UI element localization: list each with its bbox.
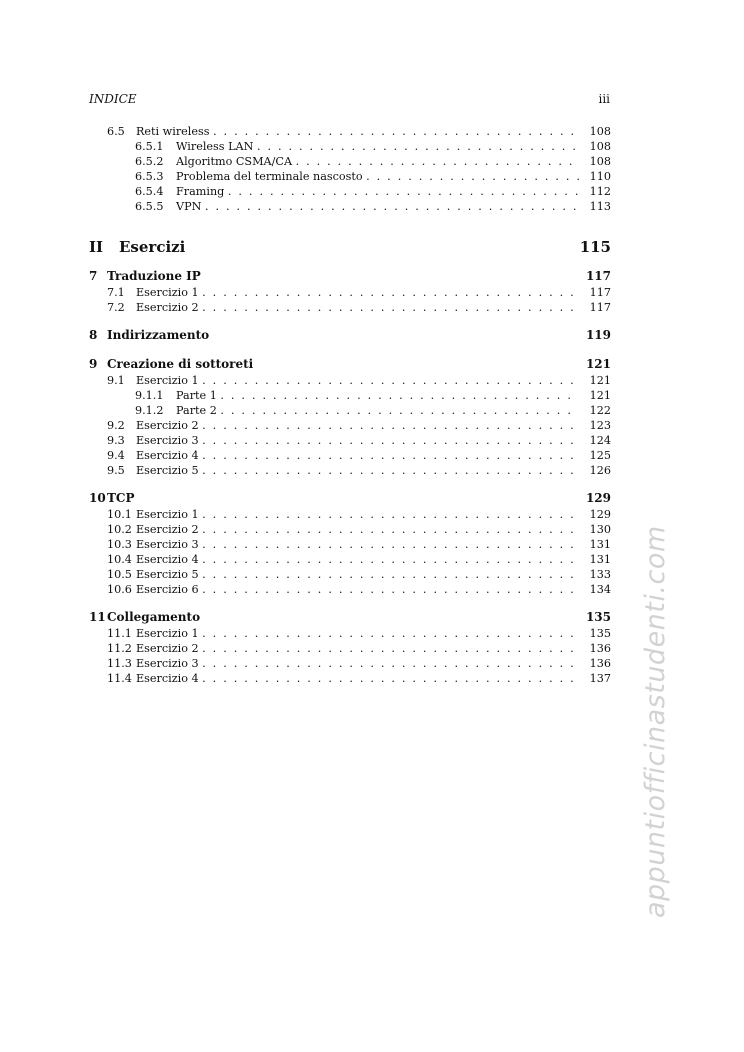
toc-entry-title: Esercizio 4 <box>136 553 199 566</box>
toc-entry-title: Wireless LAN <box>176 140 254 153</box>
toc-entry-number: II <box>89 238 104 256</box>
toc-entry-title: Esercizio 5 <box>136 464 199 477</box>
toc-section-entry <box>89 641 611 656</box>
toc-entry-page: 136 <box>589 657 611 670</box>
toc-section-entry <box>89 300 611 315</box>
toc-section-entry <box>89 285 611 300</box>
toc-entry-page: 115 <box>579 238 611 256</box>
toc-subsection-entry <box>89 403 611 418</box>
toc-entry-number: 9.1.1 <box>135 389 164 402</box>
toc-entry-title: Esercizio 1 <box>136 627 199 640</box>
toc-section-entry <box>89 552 611 567</box>
toc-entry-number: 9.1 <box>107 374 125 387</box>
toc-entry-title: Esercizio 4 <box>136 449 199 462</box>
toc-subsection-entry <box>89 388 611 403</box>
toc-entry-number: 10.2 <box>107 523 132 536</box>
toc-entry-page: 122 <box>589 404 611 417</box>
toc-entry-page: 121 <box>589 389 611 402</box>
toc-chapter-entry <box>89 356 611 373</box>
toc-entry-title: Esercizio 2 <box>136 419 199 432</box>
toc-entry-title: VPN <box>176 200 202 213</box>
toc-entry-page: 129 <box>589 508 611 521</box>
toc-entry-title: Esercizio 1 <box>136 286 199 299</box>
toc-entry-page: 126 <box>589 464 611 477</box>
toc-subsection-entry <box>89 199 611 214</box>
toc-entry-number: 6.5.4 <box>135 185 164 198</box>
toc-entry-page: 123 <box>589 419 611 432</box>
watermark: appuntiofficinastudenti.com <box>640 525 671 918</box>
toc-entry-title: Parte 1 <box>176 389 217 402</box>
toc-entry-page: 108 <box>589 140 611 153</box>
running-header-title: INDICE <box>89 92 137 106</box>
toc-entry-page: 117 <box>589 286 611 299</box>
toc-entry-number: 11.2 <box>107 642 132 655</box>
toc-entry-title: Creazione di sottoreti <box>107 357 254 371</box>
toc-entry-number: 9.1.2 <box>135 404 164 417</box>
running-header-page-number: iii <box>598 92 610 106</box>
toc-entry-number: 11 <box>89 610 106 624</box>
toc-chapter-entry <box>89 268 611 285</box>
toc-entry-page: 117 <box>585 269 611 283</box>
toc-entry-page: 125 <box>589 449 611 462</box>
toc-entry-title: Esercizio 3 <box>136 538 199 551</box>
toc-entry-number: 11.4 <box>107 672 132 685</box>
toc-entry-title: Esercizi <box>119 238 186 256</box>
toc-chapter-entry <box>89 490 611 507</box>
toc-entry-title: Esercizio 2 <box>136 523 199 536</box>
toc-entry-page: 117 <box>589 301 611 314</box>
toc-entry-page: 131 <box>589 553 611 566</box>
toc-entry-page: 130 <box>589 523 611 536</box>
table-of-contents <box>89 124 611 686</box>
toc-entry-page: 129 <box>585 491 611 505</box>
toc-entry-number: 6.5.5 <box>135 200 164 213</box>
toc-chapter-entry <box>89 609 611 626</box>
toc-entry-number: 10.3 <box>107 538 132 551</box>
toc-entry-title: Esercizio 2 <box>136 642 199 655</box>
toc-entry-title: Esercizio 1 <box>136 374 199 387</box>
toc-section-entry <box>89 656 611 671</box>
toc-entry-number: 10.5 <box>107 568 132 581</box>
toc-section-entry <box>89 567 611 582</box>
toc-entry-page: 137 <box>589 672 611 685</box>
toc-entry-number: 8 <box>89 328 98 342</box>
toc-part-heading <box>89 236 611 258</box>
toc-entry-title: Traduzione IP <box>107 269 201 283</box>
toc-entry-title: Esercizio 6 <box>136 583 199 596</box>
toc-entry-number: 6.5 <box>107 125 125 138</box>
toc-section-entry <box>89 522 611 537</box>
toc-entry-number: 9.5 <box>107 464 125 477</box>
toc-entry-page: 108 <box>589 125 611 138</box>
toc-entry-title: Collegamento <box>107 610 201 624</box>
toc-entry-number: 7 <box>89 269 98 283</box>
toc-subsection-entry <box>89 184 611 199</box>
toc-entry-page: 135 <box>589 627 611 640</box>
toc-entry-page: 136 <box>589 642 611 655</box>
toc-entry-page: 131 <box>589 538 611 551</box>
toc-entry-title: Esercizio 1 <box>136 508 199 521</box>
toc-entry-number: 6.5.1 <box>135 140 164 153</box>
toc-entry-title: Reti wireless <box>136 125 210 138</box>
toc-entry-number: 10.6 <box>107 583 132 596</box>
toc-entry-number: 9.4 <box>107 449 125 462</box>
toc-entry-title: Esercizio 3 <box>136 434 199 447</box>
toc-entry-title: Indirizzamento <box>107 328 210 342</box>
toc-subsection-entry <box>89 139 611 154</box>
toc-section-entry <box>89 373 611 388</box>
toc-entry-number: 11.3 <box>107 657 132 670</box>
toc-entry-number: 6.5.3 <box>135 170 164 183</box>
toc-entry-number: 10 <box>89 491 106 505</box>
toc-entry-page: 112 <box>589 185 611 198</box>
toc-section-entry <box>89 671 611 686</box>
toc-entry-page: 135 <box>585 610 611 624</box>
toc-section-entry <box>89 124 611 139</box>
toc-entry-title: Problema del terminale nascosto <box>176 170 363 183</box>
toc-entry-page: 133 <box>589 568 611 581</box>
toc-entry-page: 110 <box>589 170 611 183</box>
toc-entry-title: Esercizio 4 <box>136 672 199 685</box>
toc-entry-page: 124 <box>589 434 611 447</box>
toc-entry-number: 10.4 <box>107 553 132 566</box>
toc-entry-title: Esercizio 3 <box>136 657 199 670</box>
toc-entry-title: Algoritmo CSMA/CA <box>176 155 293 168</box>
toc-entry-number: 6.5.2 <box>135 155 164 168</box>
toc-entry-title: Parte 2 <box>176 404 217 417</box>
toc-entry-page: 134 <box>589 583 611 596</box>
toc-section-entry <box>89 626 611 641</box>
toc-entry-number: 9.3 <box>107 434 125 447</box>
toc-section-entry <box>89 507 611 522</box>
toc-entry-number: 7.1 <box>107 286 125 299</box>
toc-entry-page: 121 <box>589 374 611 387</box>
toc-entry-page: 108 <box>589 155 611 168</box>
toc-entry-title: Esercizio 5 <box>136 568 199 581</box>
toc-section-entry <box>89 448 611 463</box>
toc-section-entry <box>89 463 611 478</box>
toc-entry-number: 10.1 <box>107 508 132 521</box>
toc-section-entry <box>89 537 611 552</box>
toc-subsection-entry <box>89 169 611 184</box>
toc-section-entry <box>89 582 611 597</box>
toc-entry-title: Framing <box>176 185 225 198</box>
toc-entry-number: 9 <box>89 357 98 371</box>
toc-section-entry <box>89 418 611 433</box>
toc-entry-number: 9.2 <box>107 419 125 432</box>
toc-subsection-entry <box>89 154 611 169</box>
toc-entry-number: 11.1 <box>107 627 132 640</box>
toc-entry-title: Esercizio 2 <box>136 301 199 314</box>
toc-chapter-entry <box>89 327 611 344</box>
toc-entry-page: 121 <box>585 357 611 371</box>
toc-entry-number: 7.2 <box>107 301 125 314</box>
toc-entry-page: 119 <box>585 328 611 342</box>
toc-entry-title: TCP <box>107 491 135 505</box>
toc-section-entry <box>89 433 611 448</box>
toc-entry-page: 113 <box>589 200 611 213</box>
